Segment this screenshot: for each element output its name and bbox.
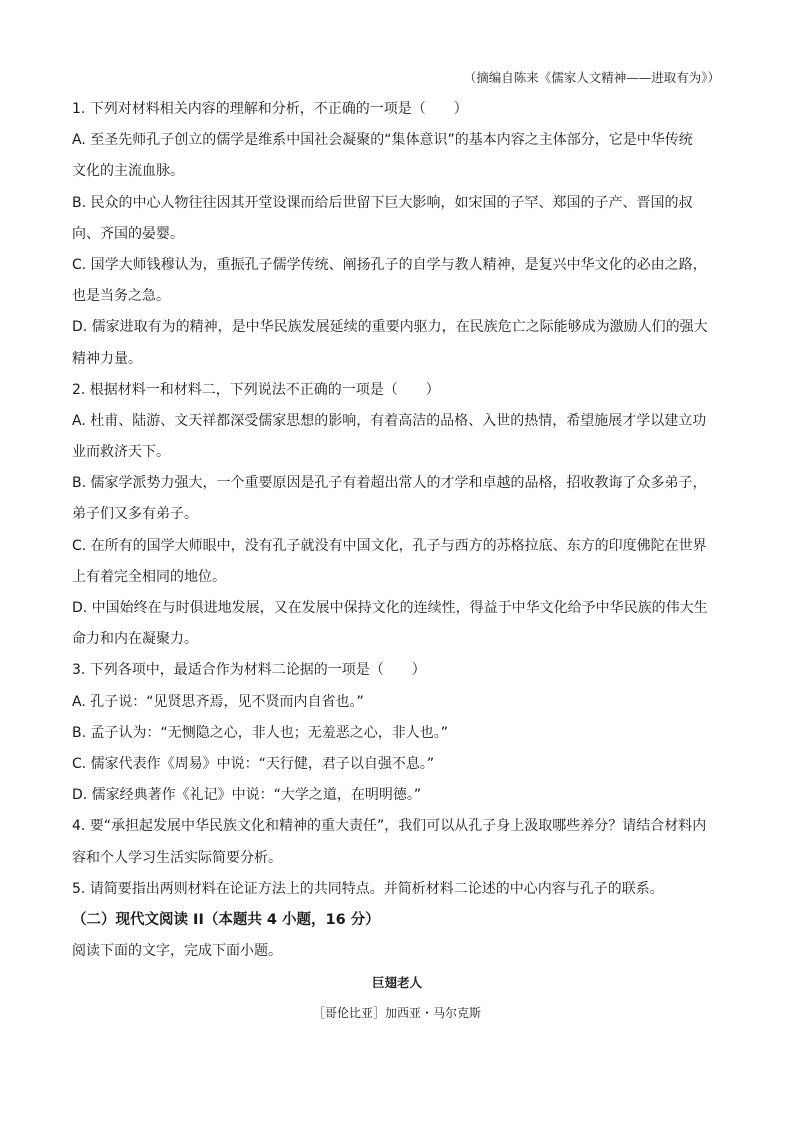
q3-stem: 3. 下列各项中，最适合作为材料二论据的一项是（ ） (72, 662, 426, 679)
q1-option-d-line1: D. 儒家进取有为的精神，是中华民族发展延续的重要内驱力，在民族危亡之际能够成为激励人们的强大 (72, 319, 708, 336)
q2-option-b-line2: 弟子们又多有弟子。 (72, 506, 198, 523)
q2-option-a-line2: 业而救济天下。 (72, 444, 170, 461)
q3-option-a: A. 孔子说：“见贤思齐焉，见不贤而内自省也。” (72, 693, 364, 710)
q4-stem-line2: 容和个人学习生活实际简要分析。 (72, 849, 282, 866)
q2-option-b-line1: B. 儒家学派势力强大，一个重要原因是孔子有着超出常人的才学和卓越的品格，招收教诲了众多弟子， (72, 475, 707, 492)
question-content (72, 94, 722, 1030)
q2-option-a-line1: A. 杜甫、陆游、文天祥都深受儒家思想的影响，有着高洁的品格、入世的热情，希望施展才学以建立功 (72, 412, 707, 429)
q3-option-b: B. 孟子认为：“无恻隐之心，非人也；无羞恶之心，非人也。” (72, 724, 449, 741)
q4-stem-line1: 4. 要“承担起发展中华民族文化和精神的重大责任”，我们可以从孔子身上汲取哪些养分？请结合材料内 (72, 818, 707, 835)
story-title: 巨翅老人 (371, 975, 422, 991)
q2-stem: 2. 根据材料一和材料二，下列说法不正确的一项是（ ） (72, 381, 440, 398)
source-note: （摘编自陈来《儒家人文精神——进取有为》） (463, 70, 720, 85)
section-heading: （二）现代文阅读 II（本题共 4 小题，16 分） (72, 911, 380, 928)
q2-option-c-line2: 上有着完全相同的地位。 (72, 568, 226, 585)
q3-option-c: C. 儒家代表作《周易》中说：“天行健，君子以自强不息。” (72, 755, 435, 772)
q2-option-d-line1: D. 中国始终在与时俱进地发展，又在发展中保持文化的连续性，得益于中华文化给予中华民族的伟大生 (72, 600, 708, 616)
q1-option-b-line1: B. 民众的中心人物往往因其开堂设课而给后世留下巨大影响，如宋国的子罕、郑国的子产、晋国的叔 (72, 194, 693, 211)
story-author: ［哥伦比亚］加西亚・马尔克斯 (312, 1006, 481, 1021)
q2-option-d-line2: 命力和内在凝聚力。 (72, 631, 198, 648)
q1-option-c-line2: 也是当务之急。 (72, 288, 170, 305)
q5-stem: 5. 请简要指出两则材料在论证方法上的共同特点。并简析材料二论述的中心内容与孔子的联系。 (72, 880, 664, 897)
reading-instruction: 阅读下面的文字，完成下面小题。 (72, 943, 282, 960)
q1-option-a-line1: A. 至圣先师孔子创立的儒学是维系中国社会凝聚的“集体意识”的基本内容之主体部分，它是中华传统 (72, 132, 693, 149)
q3-option-d: D. 儒家经典著作《礼记》中说：“大学之道，在明明德。” (72, 787, 422, 804)
q1-option-d-line2: 精神力量。 (72, 350, 142, 367)
q1-option-c-line1: C. 国学大师钱穆认为，重振孔子儒学传统、阐扬孔子的自学与教人精神，是复兴中华文化的必由之路， (72, 256, 707, 273)
q2-option-c-line1: C. 在所有的国学大师眼中，没有孔子就没有中国文化，孔子与西方的苏格拉底、东方的印度佛陀在世界 (72, 537, 707, 554)
q1-option-a-line2: 文化的主流血脉。 (72, 163, 184, 180)
q1-option-b-line2: 向、齐国的晏婴。 (72, 225, 184, 242)
q1-stem: 1. 下列对材料相关内容的理解和分析，不正确的一项是（ ） (72, 101, 468, 117)
